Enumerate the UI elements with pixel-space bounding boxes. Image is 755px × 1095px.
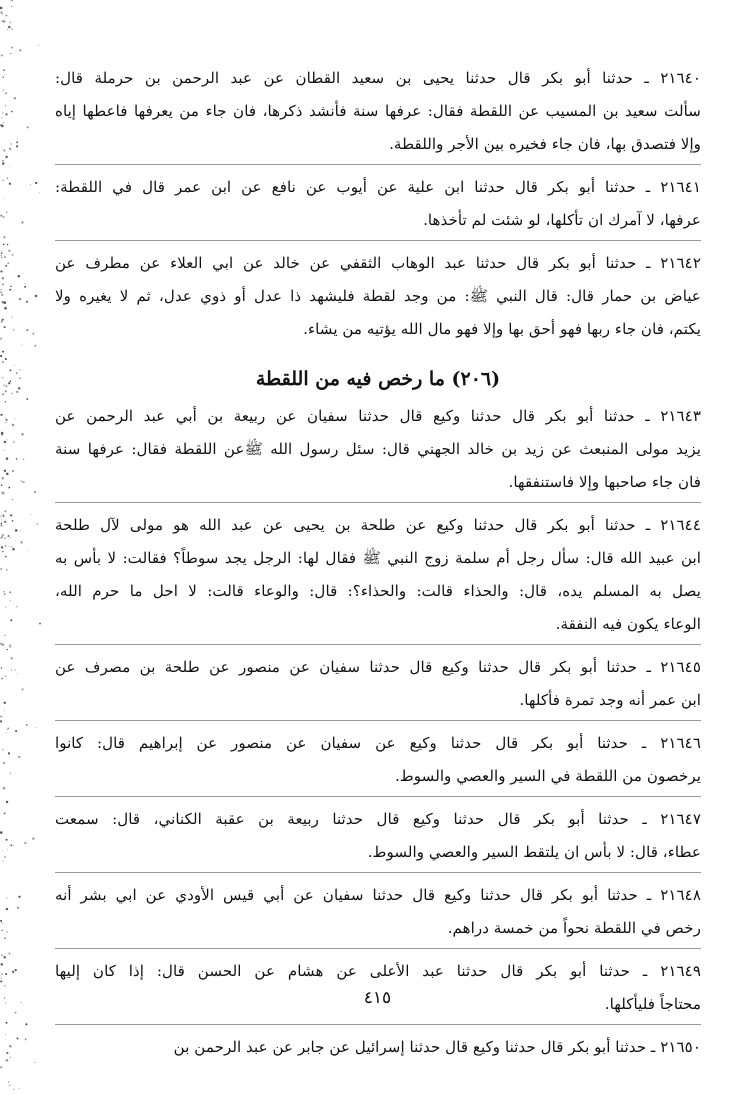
entry-line: ٢١٦٤٦ ـ حدثنا أبو بكر قال حدثنا وكيع عن سفيان عن منصور عن إبراهيم قال: كانوا <box>55 734 701 752</box>
entry-separator <box>55 720 701 721</box>
entry-line: ابن عبيد الله قال: سأل رجل أم سلمة زوج النبي ﷺ فقال لها: الرجل يجد سوطاً؟ فقالت: لا بأس به <box>55 549 701 567</box>
hadith-entry <box>55 651 701 717</box>
entry-line: رخص في اللقطة نحواً من خمسة دراهم. <box>447 919 701 937</box>
entry-line: ٢١٦٥٠ ـ حدثنا أبو بكر قال حدثنا وكيع قال حدثنا إسرائيل عن جابر عن عبد الرحمن بن <box>173 1038 701 1056</box>
page-number: ٤١٥ <box>363 988 392 1008</box>
hadith-entry <box>55 247 701 346</box>
entry-separator <box>55 164 701 165</box>
entry-separator <box>55 644 701 645</box>
entry-line: ٢١٦٤٤ ـ حدثنا أبو بكر قال حدثنا وكيع عن طلحة بن يحيى عن عبد الله هو مولى لآل طلحة <box>55 516 701 534</box>
entry-separator <box>55 796 701 797</box>
entry-line: الوعاء يكون فيه النفقة. <box>555 615 701 633</box>
entry-line: ٢١٦٤٩ ـ حدثنا أبو بكر قال حدثنا عبد الأعلى عن هشام عن الحسن قال: إذا كان إليها <box>55 962 701 980</box>
entry-line: ٢١٦٤٧ ـ حدثنا أبو بكر قال حدثنا وكيع قال حدثنا ربيعة بن عقبة الكناني، قال: سمعت <box>55 810 701 828</box>
entry-separator <box>55 872 701 873</box>
section-heading: (٢٠٦) ما رخص فيه من اللقطة <box>255 368 501 390</box>
entry-line: ٢١٦٤١ ـ حدثنا أبو بكر قال حدثنا ابن علية عن أيوب عن نافع عن ابن عمر قال في اللقطة: <box>55 178 701 196</box>
hadith-entry <box>55 1031 701 1064</box>
entry-line: سألت سعيد بن المسيب عن اللقطة فقال: عرفها سنة فأنشد ذكرها، فان جاء من يعرفها فاعطها إياه <box>55 102 701 120</box>
entry-line: ٢١٦٤٢ ـ حدثنا أبو بكر قال حدثنا عبد الوهاب الثقفي عن خالد عن ابي العلاء عن مطرف عن <box>55 254 701 272</box>
entry-line: عرفها، لا آمرك ان تأكلها، لو شئت لم تأخذها. <box>423 211 701 229</box>
entries-bottom <box>55 400 701 1064</box>
hadith-entry <box>55 803 701 869</box>
hadith-entry <box>55 62 701 161</box>
entry-line: يكتم، فان جاء ربها فهو أحق بها وإلا فهو مال الله يؤتيه من يشاء. <box>303 320 701 338</box>
entries-top <box>55 62 701 346</box>
entry-line: فان جاء صاحبها وإلا فاستنفقها. <box>508 473 701 491</box>
scan-margin-speckles <box>0 0 50 1095</box>
hadith-entry <box>55 509 701 641</box>
entry-line: يزيد مولى المنبعث عن زيد بن خالد الجهني قال: سئل رسول الله ﷺعن اللقطة فقال: عرفها سنة <box>55 440 701 458</box>
entry-line: ٢١٦٤٥ ـ حدثنا أبو بكر قال حدثنا وكيع قال حدثنا سفيان عن منصور عن طلحة بن مصرف عن <box>55 658 701 676</box>
hadith-entry <box>55 727 701 793</box>
entry-line: عطاء، قال: لا بأس ان يلتقط السير والعصي والسوط. <box>367 843 701 861</box>
entry-line: ابن عمر أنه وجد تمرة فأكلها. <box>519 691 701 709</box>
entry-line: محتاجاً فليأكلها. <box>604 995 701 1013</box>
entry-line: عياض بن حمار قال: قال النبي ﷺ: من وجد لقطة فليشهد ذا عدل أو ذوي عدل، ثم لا يغيره ولا <box>55 287 701 305</box>
hadith-entry <box>55 879 701 945</box>
page-body <box>55 62 701 1064</box>
entry-line: يرخصون من اللقطة في السير والعصي والسوط. <box>394 767 701 785</box>
entry-line: ٢١٦٤٣ ـ حدثنا أبو بكر قال حدثنا وكيع قال حدثنا سفيان عن ربيعة بن أبي عبد الرحمن عن <box>55 407 701 425</box>
hadith-entry <box>55 400 701 499</box>
entry-line: وإلا فتصدق بها، فان جاء فخيره بين الأجر واللقطة. <box>389 135 701 153</box>
entry-separator <box>55 240 701 241</box>
entry-separator <box>55 948 701 949</box>
entry-separator <box>55 502 701 503</box>
entry-separator <box>55 1024 701 1025</box>
entry-line: ٢١٦٤٨ ـ حدثنا أبو بكر قال حدثنا وكيع قال حدثنا سفيان عن أبي قيس الأودي عن ابي بشر أنه <box>55 886 701 904</box>
entry-line: يصل به المسلم يده، قال: والحذاء قالت: والحذاء؟: قال: والوعاء قالت: لا احل ما حرم الله، <box>55 582 701 600</box>
hadith-entry <box>55 171 701 237</box>
entry-line: ٢١٦٤٠ ـ حدثنا أبو بكر قال حدثنا يحيى بن سعيد القطان عن عبد الرحمن بن حرملة قال: <box>55 69 701 87</box>
